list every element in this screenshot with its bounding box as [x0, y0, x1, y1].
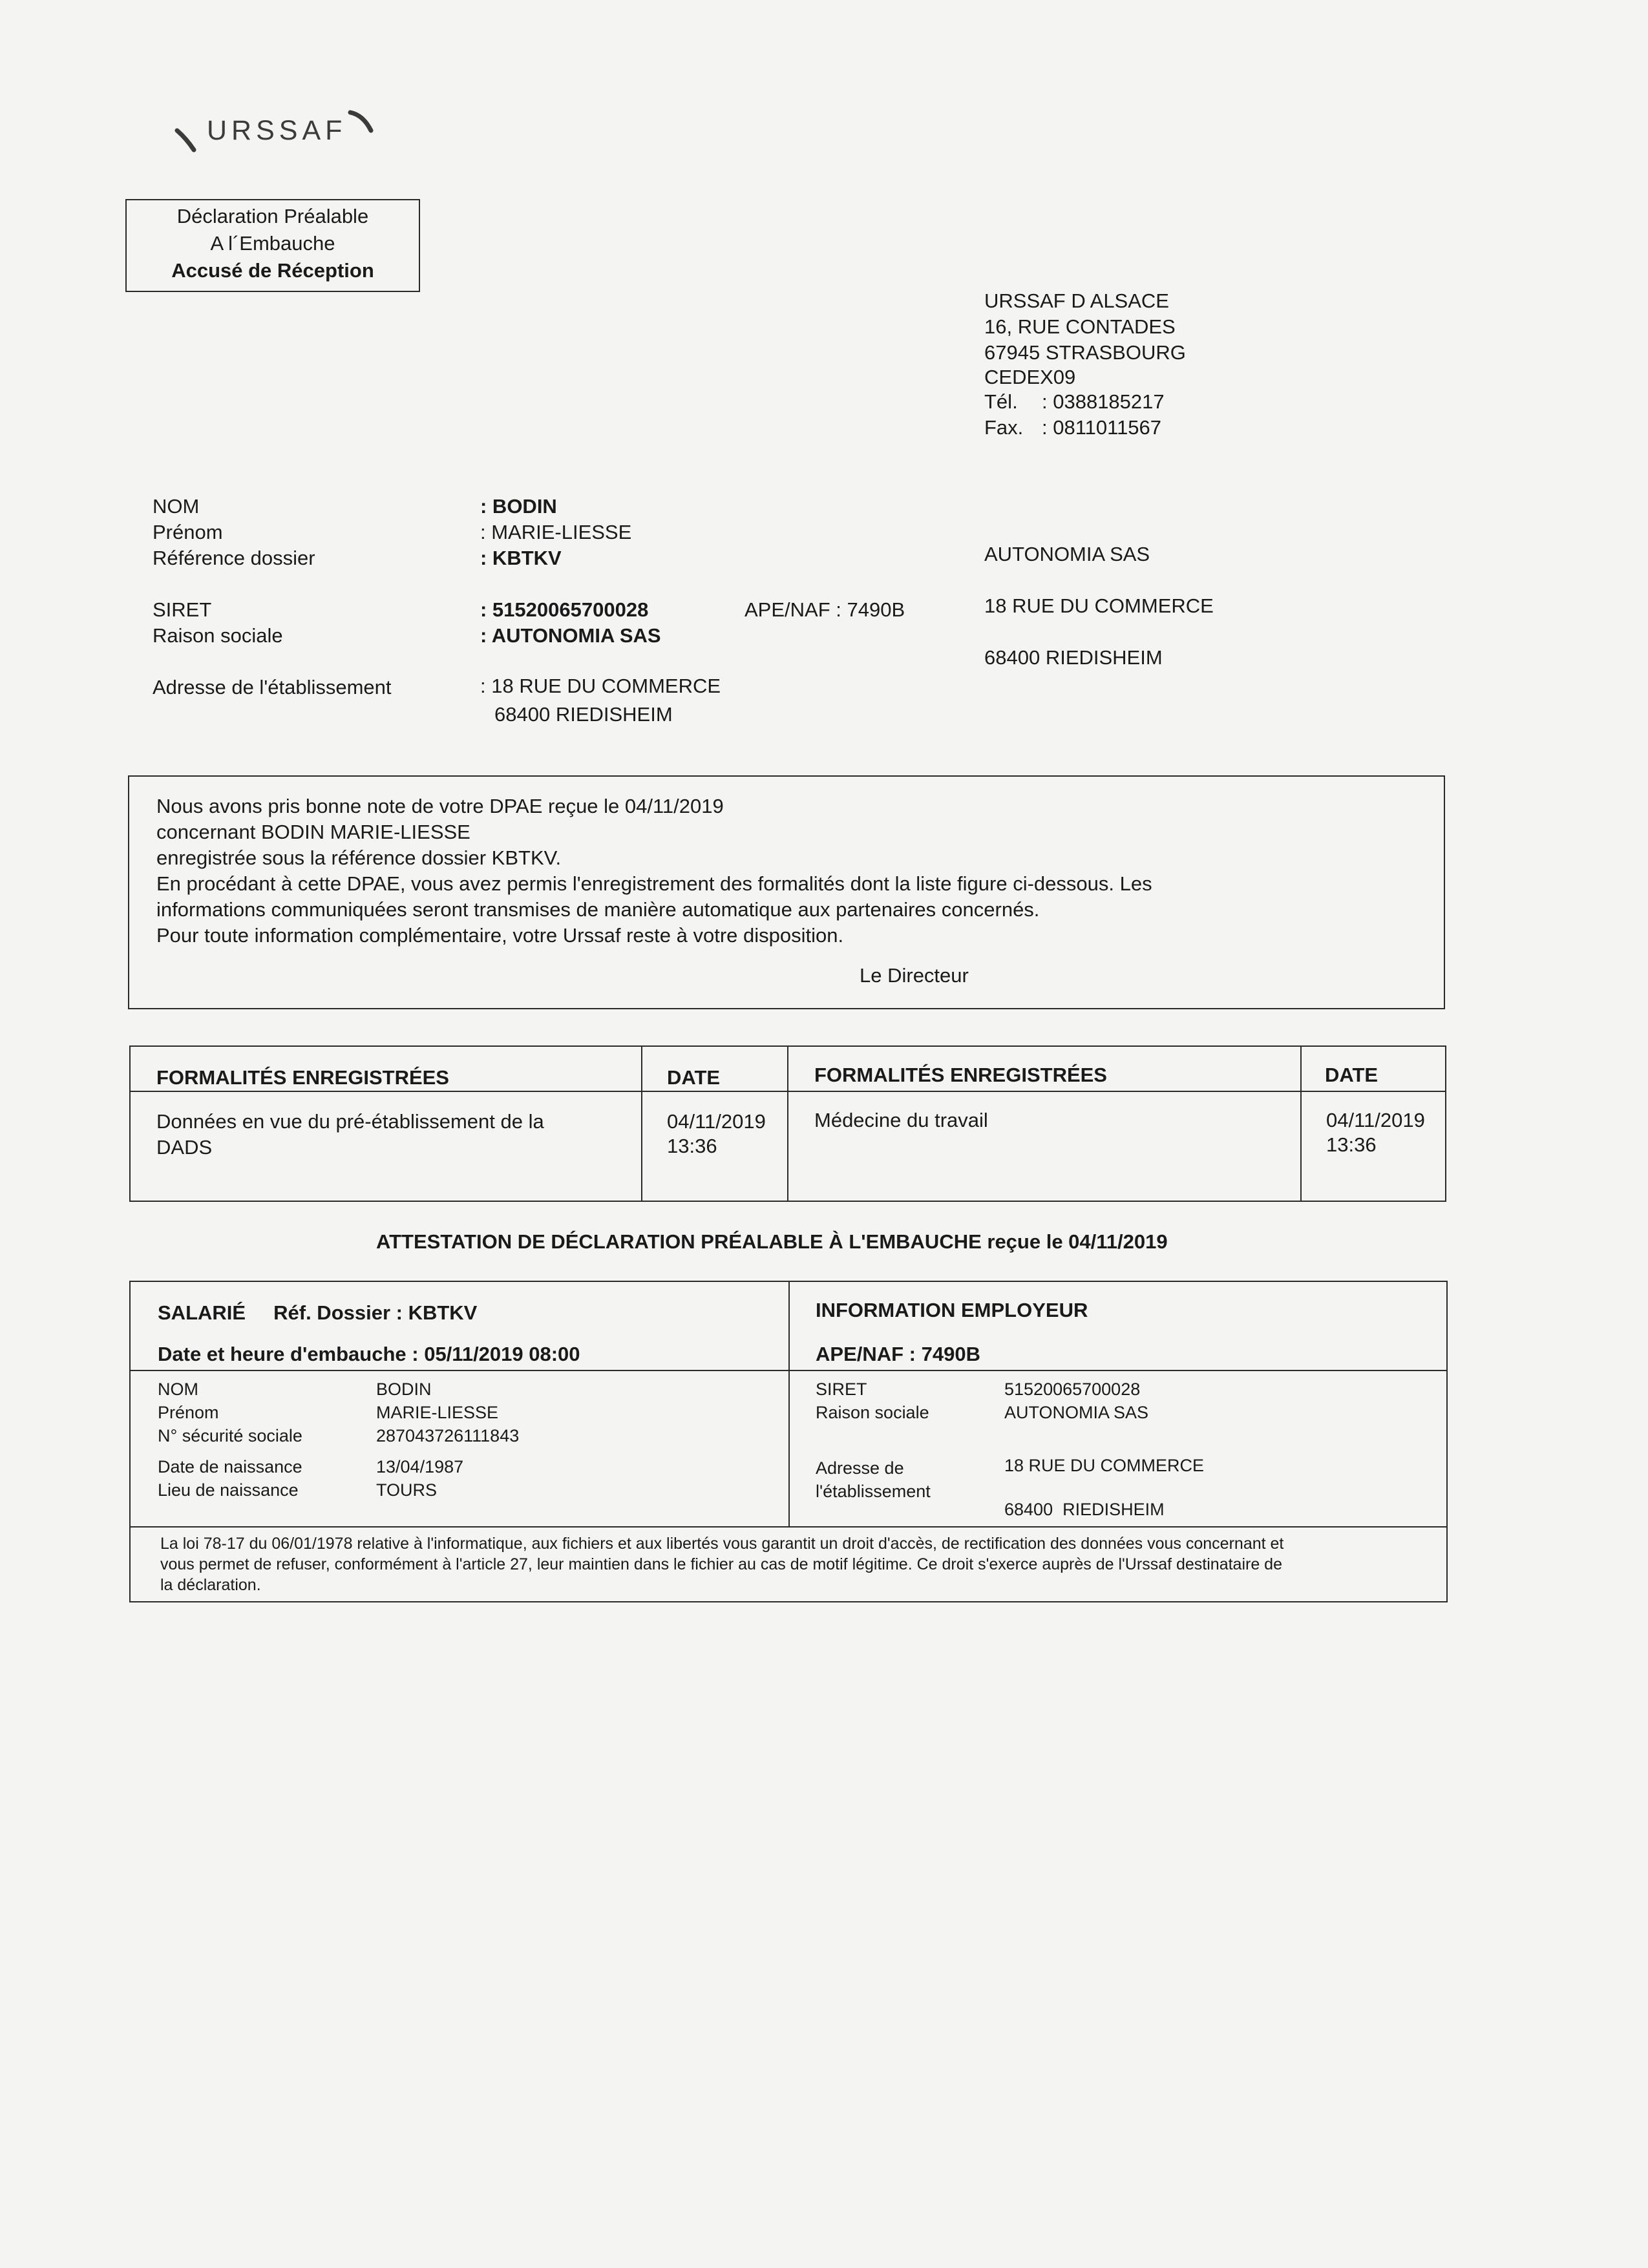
message-line: En procédant à cette DPAE, vous avez permis l'enregistrement des formalités dont la liste figure ci-dessous. Les: [156, 872, 1152, 895]
formalite-left-line-1: Données en vue du pré-établissement de la: [156, 1110, 544, 1133]
legal-notice-line: la déclaration.: [160, 1576, 261, 1594]
formalite-right-date: 04/11/2019: [1326, 1109, 1425, 1131]
column-divider: [1300, 1047, 1302, 1201]
attestation-title: ATTESTATION DE DÉCLARATION PRÉALABLE À L'EMBAUCHE reçue le 04/11/2019: [376, 1230, 1168, 1253]
salarie-secu-label: N° sécurité sociale: [158, 1426, 302, 1445]
prenom-value: : MARIE-LIESSE: [480, 521, 632, 543]
formalite-right-line-1: Médecine du travail: [814, 1109, 988, 1131]
formalite-left-date: 04/11/2019: [667, 1110, 766, 1133]
urssaf-tel-label: Tél.: [984, 390, 1018, 413]
employer-name: AUTONOMIA SAS: [984, 543, 1150, 565]
message-line: Nous avons pris bonne note de votre DPAE reçue le 04/11/2019: [156, 795, 724, 817]
confirmation-message-box: [128, 775, 1445, 1009]
salarie-prenom-label: Prénom: [158, 1403, 219, 1422]
raison-sociale-value: : AUTONOMIA SAS: [480, 624, 661, 647]
adresse-line-2: 68400 RIEDISHEIM: [494, 703, 673, 726]
formalite-left-time: 13:36: [667, 1135, 717, 1157]
legal-notice-line: La loi 78-17 du 06/01/1978 relative à l'informatique, aux fichiers et aux libertés vous garantit un droit d'accès, de rectification des données vous concernant et: [160, 1535, 1284, 1553]
urssaf-logo: [174, 109, 381, 160]
message-line: concernant BODIN MARIE-LIESSE: [156, 821, 470, 843]
employeur-siret-value: 51520065700028: [1004, 1380, 1141, 1399]
reference-value: : KBTKV: [480, 547, 562, 569]
header-formalites-left: FORMALITÉS ENREGISTRÉES: [156, 1066, 449, 1089]
attestation-box: [129, 1281, 1448, 1602]
header-formalites-right: FORMALITÉS ENREGISTRÉES: [814, 1064, 1107, 1086]
title-line-2: A l´Embauche: [210, 232, 335, 255]
salarie-nom-label: NOM: [158, 1380, 198, 1399]
employer-city: 68400 RIEDISHEIM: [984, 646, 1163, 669]
document-title-box: [125, 199, 420, 292]
title-line-1: Déclaration Préalable: [176, 205, 369, 227]
employeur-header: INFORMATION EMPLOYEUR: [816, 1299, 1088, 1321]
prenom-label: Prénom: [153, 521, 223, 543]
embauche-datetime: Date et heure d'embauche : 05/11/2019 08:00: [158, 1343, 580, 1365]
nom-label: NOM: [153, 495, 200, 518]
urssaf-fax-label: Fax.: [984, 416, 1024, 439]
employeur-raison-value: AUTONOMIA SAS: [1004, 1403, 1149, 1422]
salarie-header: SALARIÉ Réf. Dossier : KBTKV: [158, 1301, 478, 1324]
formalite-right-time: 13:36: [1326, 1133, 1377, 1156]
salarie-nom-value: BODIN: [376, 1380, 432, 1399]
salarie-prenom-value: MARIE-LIESSE: [376, 1403, 499, 1422]
urssaf-cedex: CEDEX09: [984, 366, 1076, 388]
logo-swoosh-right-icon: [348, 109, 376, 137]
legal-notice-line: vous permet de refuser, conformément à l'article 27, leur maintien dans le fichier au cas de motif légitime. Ce droit s'exerce auprès de l'Urssaf destinataire de: [160, 1555, 1282, 1573]
title-line-3: Accusé de Réception: [171, 259, 374, 282]
salarie-naissance-lieu-label: Lieu de naissance: [158, 1480, 299, 1500]
raison-sociale-label: Raison sociale: [153, 624, 283, 647]
formalite-left-line-2: DADS: [156, 1136, 213, 1159]
urssaf-name: URSSAF D ALSACE: [984, 289, 1169, 312]
employeur-adresse-label-1: Adresse de: [816, 1458, 904, 1478]
urssaf-street: 16, RUE CONTADES: [984, 315, 1176, 338]
attestation-legal-divider: [131, 1526, 1446, 1528]
reference-label: Référence dossier: [153, 547, 315, 569]
header-date-left: DATE: [667, 1066, 721, 1089]
salarie-naissance-date-value: 13/04/1987: [376, 1457, 464, 1476]
urssaf-city: 67945 STRASBOURG: [984, 341, 1186, 364]
column-divider: [787, 1047, 788, 1201]
employer-street: 18 RUE DU COMMERCE: [984, 594, 1214, 617]
salarie-naissance-date-label: Date de naissance: [158, 1457, 302, 1476]
urssaf-fax: : 0811011567: [1042, 416, 1162, 439]
formalites-table: [129, 1045, 1446, 1202]
salarie-secu-value: 287043726111843: [376, 1426, 520, 1445]
message-line: Pour toute information complémentaire, votre Urssaf reste à votre disposition.: [156, 924, 844, 947]
attestation-column-divider: [788, 1282, 790, 1528]
message-line: informations communiquées seront transmises de manière automatique aux partenaires concernés.: [156, 898, 1040, 921]
siret-value: : 51520065700028: [480, 598, 649, 621]
logo-text: URSSAF: [207, 115, 347, 146]
employeur-adresse-value-2: 68400 RIEDISHEIM: [1004, 1500, 1165, 1519]
nom-value: : BODIN: [480, 495, 557, 518]
employeur-adresse-value-1: 18 RUE DU COMMERCE: [1004, 1456, 1205, 1475]
adresse-line-1: : 18 RUE DU COMMERCE: [480, 675, 721, 697]
urssaf-tel: : 0388185217: [1042, 390, 1165, 413]
employeur-ape-naf: APE/NAF : 7490B: [816, 1343, 980, 1365]
adresse-label: Adresse de l'établissement: [153, 676, 392, 698]
siret-label: SIRET: [153, 598, 212, 621]
salarie-naissance-lieu-value: TOURS: [376, 1480, 438, 1500]
employeur-siret-label: SIRET: [816, 1380, 867, 1399]
message-line: enregistrée sous la référence dossier KBTKV.: [156, 846, 562, 869]
column-divider: [641, 1047, 642, 1201]
employeur-raison-label: Raison sociale: [816, 1403, 929, 1422]
message-signature: Le Directeur: [860, 964, 969, 987]
employeur-adresse-label-2: l'établissement: [816, 1482, 931, 1501]
logo-swoosh-left-icon: [174, 127, 200, 152]
header-date-right: DATE: [1325, 1064, 1379, 1086]
ape-naf: APE/NAF : 7490B: [745, 598, 905, 621]
